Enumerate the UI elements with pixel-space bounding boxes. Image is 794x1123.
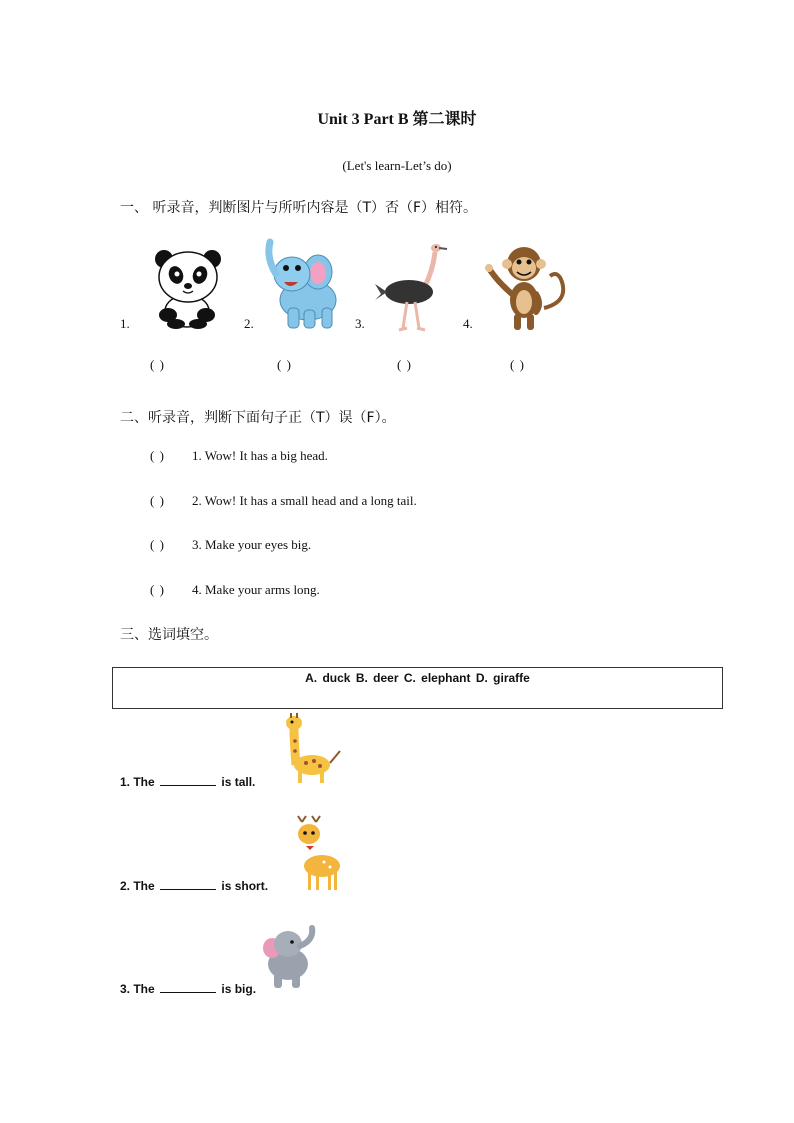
word-bank: A. duck B. deer C. elephant D. giraffe [305, 671, 530, 685]
ostrich-image [373, 240, 449, 332]
deer-image [288, 814, 358, 892]
elephant-small-image [258, 922, 320, 992]
item-label-3: 3. [355, 316, 365, 331]
sentence-paren-4[interactable]: ( ) [150, 582, 165, 597]
elephant-image [262, 238, 342, 332]
section2-heading: 二、听录音，判断下面句子正（T）误（F）。 [120, 410, 396, 426]
item-label-2: 2. [244, 316, 254, 331]
fill-item-1-suffix: is tall. [221, 775, 256, 789]
fill-item-2-suffix: is short. [221, 879, 269, 893]
page-subtitle: (Let's learn-Let’s do) [342, 158, 452, 173]
sentence-paren-2[interactable]: ( ) [150, 493, 165, 508]
section1-heading: 一、 听录音，判断图片与所听内容是（T）否（F）相符。 [120, 200, 478, 216]
fill-item-1-prefix: 1. The [120, 775, 155, 789]
fill-item-3-suffix: is big. [221, 982, 257, 996]
fill-item-3 [120, 981, 256, 996]
answer-paren-1[interactable]: ( ) [150, 357, 165, 372]
fill-item-3-prefix: 3. The [120, 982, 155, 996]
answer-paren-2[interactable]: ( ) [277, 357, 292, 372]
sentence-paren-1[interactable]: ( ) [150, 448, 165, 463]
section3-heading: 三、选词填空。 [120, 627, 218, 643]
page-title: Unit 3 Part B 第二课时 [317, 111, 477, 128]
fill-item-2 [120, 878, 268, 893]
sentence-1: 1. Wow! It has a big head. [192, 448, 328, 463]
answer-paren-3[interactable]: ( ) [397, 357, 412, 372]
monkey-image [484, 242, 568, 332]
fill-blank-3[interactable] [160, 981, 216, 993]
sentence-4: 4. Make your arms long. [192, 582, 320, 597]
fill-blank-2[interactable] [160, 878, 216, 890]
sentence-paren-3[interactable]: ( ) [150, 537, 165, 552]
item-label-4: 4. [463, 316, 473, 331]
giraffe-image [280, 711, 344, 785]
sentence-3: 3. Make your eyes big. [192, 537, 312, 552]
fill-item-1 [120, 774, 255, 789]
fill-item-2-prefix: 2. The [120, 879, 155, 893]
item-label-1: 1. [120, 316, 130, 331]
answer-paren-4[interactable]: ( ) [510, 357, 525, 372]
fill-blank-1[interactable] [160, 774, 216, 786]
sentence-2: 2. Wow! It has a small head and a long tail. [192, 493, 417, 508]
panda-image [150, 245, 225, 329]
